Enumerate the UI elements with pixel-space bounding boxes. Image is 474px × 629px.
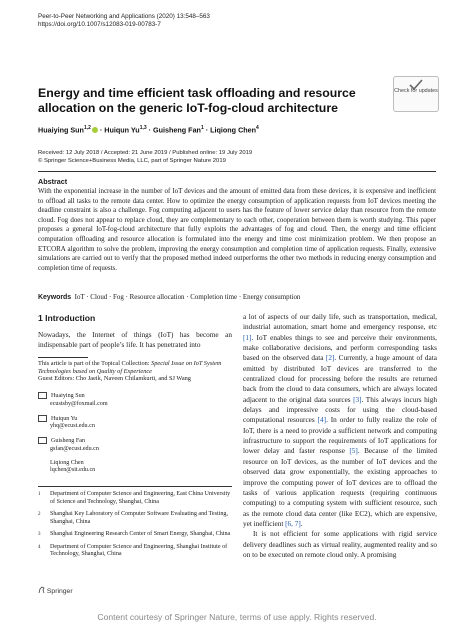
- affiliation-rule: [38, 486, 232, 487]
- affiliation-text: Shanghai Key Laboratory of Computer Software Evaluating and Testing, Shanghai, China: [50, 511, 228, 525]
- author-separator: ·: [205, 125, 211, 135]
- citation-link[interactable]: [1]: [243, 333, 252, 342]
- text-run: . Currently, a huge amount of data emitted by distributed IoT devices are transferred to the centralized cloud for processing before the results are returned back from the cloud to data consumers, which are always located adjacent to the original data sources: [243, 354, 437, 404]
- note-collection: Special Issue on IoT System Technologies based on Quality of Experience: [38, 360, 222, 375]
- envelope-icon: [38, 392, 47, 399]
- keywords-text: IoT · Cloud · Fog · Resource allocation · Completion time · Energy consumption: [74, 293, 301, 301]
- intro-right-text: [243, 312, 437, 560]
- dates-line: Received: 12 July 2018 / Accepted: 21 June 2019 / Published online: 19 July 2019: [38, 150, 253, 156]
- note-prefix: This article is part of the Topical Collection:: [38, 360, 152, 367]
- email-author: Huiqun Yu: [51, 415, 78, 422]
- envelope-icon: [38, 437, 47, 444]
- note-editors: Guest Editors: Cho Jaeik, Naveen Chilamkurti, and SJ Wang: [38, 375, 191, 383]
- affiliation-item: [38, 491, 232, 506]
- author-sup: 1,3: [139, 125, 147, 131]
- keywords: [38, 293, 436, 302]
- intro-paragraph: [243, 312, 437, 529]
- text-run: a lot of aspects of our daily life, such as transportation, medical, industrial automation, smart home and emergency response, etc: [243, 313, 437, 332]
- citation-link[interactable]: [5]: [349, 447, 358, 456]
- email-address[interactable]: lqchen@sit.edu.cn: [50, 467, 96, 474]
- email-list: [38, 392, 232, 481]
- affiliation-item: [38, 531, 232, 539]
- citation-link[interactable]: [3]: [353, 395, 362, 404]
- text-run: . Because of the limited resource on IoT devices, as the number of IoT devices and the observed data grow exponentially, the existing approaches to improve the computing power of IoT devices are to offload the tasks of various application requests (requiring continuous computing) to a computing system with sufficient resource, such as the remote cloud data center (like EC2), which are expensive, yet inefficient: [243, 447, 437, 528]
- email-address[interactable]: ecustsby@foxmail.com: [50, 400, 108, 407]
- email-entry: [38, 415, 232, 431]
- email-address[interactable]: yhq@ecust.edu.cn: [50, 423, 95, 430]
- email-author: Guisheng Fan: [51, 438, 86, 445]
- email-author: Liqiong Chen: [50, 459, 84, 466]
- affiliation-text: Department of Computer Science and Engineering, East China University of Science and Technology, Shanghai, China: [50, 491, 231, 505]
- affiliation-item: [38, 511, 232, 526]
- springer-logo: [38, 586, 73, 595]
- email-address[interactable]: gsfan@ecust.edu.cn: [50, 445, 99, 452]
- email-author: Huaiying Sun: [51, 392, 85, 399]
- affiliation-number: 3: [38, 532, 41, 537]
- intro-left-text: Nowadays, the Internet of things (IoT) has become an indispensable part of people’s life. It has penetrated into: [38, 331, 232, 350]
- text-run: . IoT enables things to see and perceive their environments, make collaborative decisions, and perform corresponding tasks based on the observed data: [243, 333, 437, 363]
- doi-link[interactable]: https://doi.org/10.1007/s12083-019-00783-7: [38, 21, 161, 28]
- affiliation-text: Department of Computer Science and Engineering, Shanghai Institute of Technology, Shanghai, China: [50, 543, 228, 557]
- affiliation-text: Shanghai Engineering Research Center of Smart Energy, Shanghai, China: [50, 531, 231, 537]
- text-run: .: [300, 519, 303, 528]
- citation-link[interactable]: [4]: [317, 416, 327, 425]
- citation-link[interactable]: [6, 7]: [285, 519, 301, 528]
- publisher-name: Springer: [46, 588, 73, 595]
- footnote-rule: [38, 357, 88, 358]
- springer-horse-icon: [38, 586, 45, 594]
- email-entry: [38, 437, 232, 453]
- copyright-line: © Springer Science+Business Media, LLC, part of Springer Nature 2019: [38, 157, 226, 164]
- publication-dates: [38, 150, 252, 165]
- envelope-icon: [38, 415, 47, 422]
- journal-citation: Peer-to-Peer Networking and Applications (2020) 13:548–563: [38, 13, 210, 20]
- journal-header: [38, 13, 210, 29]
- author-sup: 4: [256, 125, 259, 131]
- author-name[interactable]: Liqiong Chen: [210, 125, 257, 135]
- paper-title: Energy and time efficient task offloading and resource allocation on the generic IoT-fog-cloud architecture: [38, 86, 356, 115]
- author-sup: 1: [200, 125, 204, 131]
- author-name[interactable]: Huiqun Yu: [104, 125, 140, 135]
- affiliation-item: [38, 544, 232, 559]
- footer-notice: Content courtesy of Springer Nature, terms of use apply. Rights reserved.: [97, 612, 377, 622]
- author-separator: ·: [99, 125, 105, 135]
- author-name[interactable]: Huaiying Sun: [38, 125, 84, 135]
- citation-link[interactable]: [2]: [325, 354, 335, 363]
- badge-label: Check for updates: [394, 88, 438, 94]
- abstract-text: With the exponential increase in the number of IoT devices and the amount of emitted data from these devices, it is expensive and inefficient to offload all tasks to the remote data center. How to optimize the energy consumption of application requests from IoT devices meeting the deadline constraint is also a challenge. Fog computing adjacent to users has the feature of lower service delay than resource from the remote cloud. Fog does not appear to replace cloud, they are complementary to each other, cooperation between them is worth studying. This paper proposes a general IoT-fog-cloud architecture that fully exploits the advantages of fog and cloud. Then, the energy and time efficient computation offloading and resource allocation is formulated into the energy and time cost minimization problem. We then propose an ETCORA algorithm to solve the problem, improving the energy consumption and completion time of application requests. Finally, extensive simulations are carried out to verify that the proposed method indeed outperforms the other two methods in reducing energy consumption and completion time of requests.: [38, 187, 436, 272]
- divider: [38, 171, 436, 172]
- abstract-heading: Abstract: [38, 177, 68, 186]
- email-entry: [38, 392, 232, 408]
- author-list: [38, 124, 259, 134]
- affiliation-number: 4: [38, 544, 41, 550]
- affiliation-number: 2: [38, 512, 41, 517]
- text-run: . This always incurs high delays and impressive costs for using the cloud-based computational resources: [243, 395, 438, 425]
- text-run: . In order to fully realize the role of IoT, there is a need to provide a sufficient network and computing infrastructure to support the requirements of IoT applications for lower delay and faster response: [243, 416, 437, 456]
- affiliation-list: [38, 491, 232, 564]
- topical-note: [38, 360, 232, 383]
- author-separator: ·: [148, 125, 154, 135]
- author-name[interactable]: Guisheng Fan: [153, 125, 201, 135]
- affiliation-number: 1: [38, 492, 41, 497]
- keywords-label: Keywords: [38, 294, 72, 301]
- intro-paragraph: It is not efficient for some applications with rigid service delivery deadlines such as virtual reality, augmented reality and so on to be executed on remote cloud only. A promising: [243, 530, 437, 559]
- email-entry: [38, 460, 232, 475]
- section-heading: 1 Introduction: [38, 313, 96, 323]
- orcid-icon[interactable]: [92, 127, 98, 133]
- author-sup: 1,2: [83, 125, 91, 131]
- check-for-updates-badge[interactable]: [393, 76, 439, 112]
